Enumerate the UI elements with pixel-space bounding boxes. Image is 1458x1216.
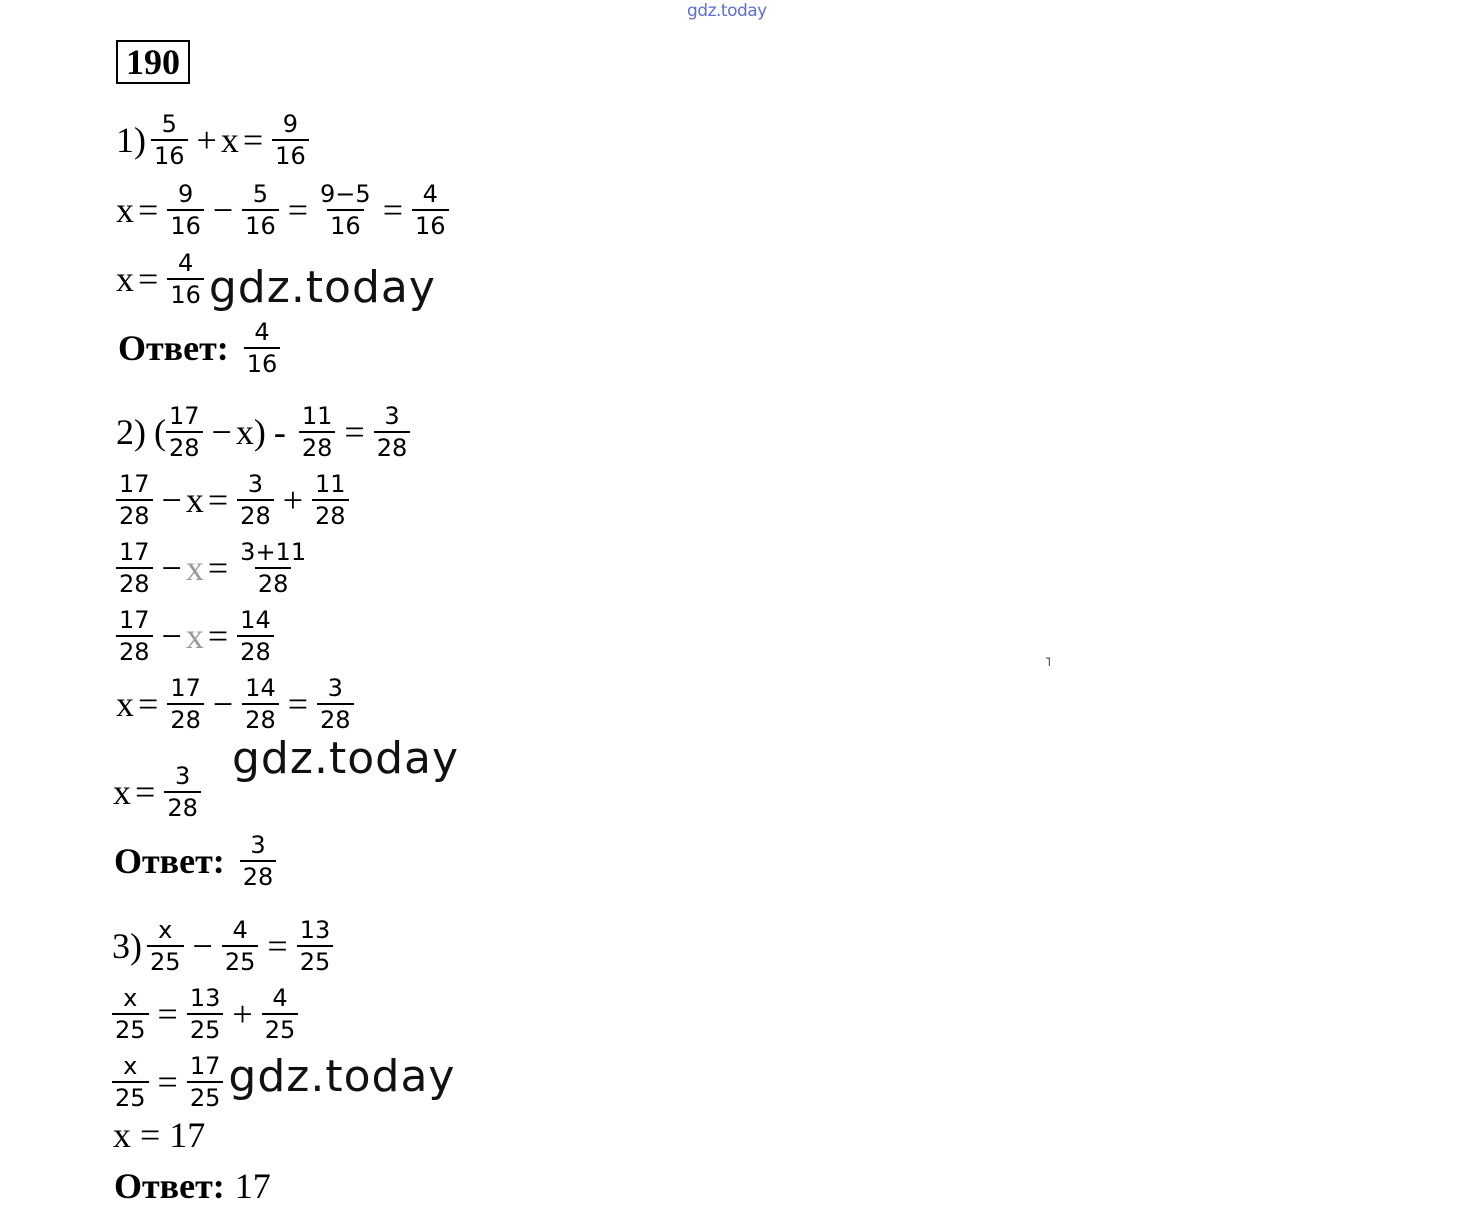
- fraction: [167, 179, 204, 241]
- operator: =: [207, 616, 229, 656]
- fraction: [237, 469, 274, 531]
- denominator: 28: [237, 635, 274, 667]
- operator: +: [232, 994, 253, 1034]
- operator: =: [207, 480, 229, 520]
- fraction: [151, 109, 188, 171]
- answer-value: 17: [234, 1166, 271, 1206]
- fraction: [237, 537, 309, 599]
- p2-label: 2): [116, 412, 146, 452]
- answer-label: Ответ:: [114, 841, 225, 881]
- numerator: 4: [177, 249, 194, 277]
- denominator: 25: [112, 1081, 149, 1113]
- operator: =: [135, 772, 156, 812]
- fraction: [112, 1051, 149, 1113]
- fraction: [244, 317, 281, 379]
- denominator: 28: [240, 860, 277, 892]
- fraction: [242, 673, 279, 735]
- p2-step2: [111, 532, 314, 604]
- numerator: 17: [119, 606, 150, 634]
- denominator: 25: [112, 1013, 149, 1045]
- result-line: x = 17: [113, 1115, 206, 1155]
- numerator: 13: [299, 916, 331, 944]
- numerator: 9: [282, 110, 299, 138]
- fraction: [187, 983, 224, 1045]
- variable: x: [116, 259, 134, 299]
- numerator: 14: [240, 606, 271, 634]
- numerator: 3: [247, 470, 264, 498]
- operator: −: [212, 684, 234, 724]
- operator: −: [211, 412, 232, 452]
- p2-answer: [114, 825, 281, 897]
- paren-close: ): [253, 412, 266, 452]
- p1-label: 1): [116, 120, 146, 160]
- fraction: [116, 537, 153, 599]
- numerator: 3: [174, 762, 191, 790]
- watermark-text: gdz.today: [208, 261, 436, 313]
- numerator: 5: [252, 180, 269, 208]
- variable: x: [113, 772, 131, 812]
- fraction: [240, 830, 277, 892]
- operator: =: [267, 926, 288, 966]
- numerator: 3: [327, 674, 343, 702]
- fraction: [374, 401, 411, 463]
- variable: x: [116, 190, 134, 230]
- denominator: 25: [222, 945, 259, 977]
- operator: =: [138, 259, 159, 299]
- denominator: 28: [116, 635, 153, 667]
- denominator: 28: [167, 703, 204, 735]
- denominator: 28: [242, 703, 279, 735]
- stray-mark: ˥: [1045, 655, 1051, 669]
- numerator: 4: [272, 984, 288, 1012]
- answer-label: Ответ:: [114, 1166, 225, 1206]
- denominator: 28: [116, 567, 153, 599]
- numerator: 9: [177, 180, 194, 208]
- numerator: 17: [119, 470, 150, 498]
- fraction: [147, 915, 184, 977]
- fraction: [237, 605, 274, 667]
- fraction: [299, 401, 336, 463]
- numerator: 17: [170, 674, 201, 702]
- operator: =: [242, 120, 264, 160]
- operator: =: [382, 190, 403, 230]
- top-watermark: gdz.today: [687, 1, 767, 21]
- numerator: 17: [119, 538, 150, 566]
- variable: x: [116, 684, 134, 724]
- fraction: [317, 179, 374, 241]
- variable: x: [185, 548, 204, 588]
- numerator: x: [123, 1052, 138, 1080]
- denominator: 28: [374, 431, 411, 463]
- denominator: 16: [151, 139, 188, 171]
- fraction: [187, 1051, 224, 1113]
- numerator: 3: [250, 831, 266, 859]
- denominator: 28: [299, 431, 336, 463]
- p1-answer: [118, 312, 285, 384]
- p2-step1: [111, 464, 354, 536]
- operator: −: [161, 480, 182, 520]
- denominator: 28: [255, 567, 292, 599]
- fraction: [312, 469, 349, 531]
- numerator: 9−5: [320, 180, 371, 208]
- fraction: [116, 469, 153, 531]
- denominator: 16: [242, 209, 279, 241]
- operator: =: [207, 548, 229, 588]
- operator: −: [161, 548, 182, 588]
- denominator: 28: [116, 499, 153, 531]
- fraction: [242, 179, 279, 241]
- denominator: 28: [317, 703, 354, 735]
- numerator: 11: [315, 470, 346, 498]
- operator: =: [287, 684, 309, 724]
- denominator: 25: [297, 945, 334, 977]
- denominator: 16: [412, 209, 449, 241]
- operator: -: [273, 412, 286, 452]
- variable: x: [235, 412, 254, 452]
- watermark-text: gdz.today: [232, 733, 460, 784]
- operator: −: [192, 926, 213, 966]
- fraction: [167, 248, 204, 310]
- operator: =: [157, 994, 178, 1034]
- p1-equation: [116, 104, 314, 176]
- denominator: 25: [187, 1081, 224, 1113]
- operator: =: [138, 190, 159, 230]
- operator: =: [138, 684, 159, 724]
- numerator: 4: [232, 916, 248, 944]
- numerator: x: [123, 984, 138, 1012]
- operator: +: [282, 480, 304, 520]
- p3-answer: [114, 1156, 271, 1216]
- operator: =: [157, 1062, 178, 1102]
- operator: =: [344, 412, 365, 452]
- fraction: [116, 605, 153, 667]
- denominator: 28: [164, 791, 201, 823]
- denominator: 16: [167, 278, 204, 310]
- denominator: 28: [312, 499, 349, 531]
- fraction: [317, 673, 354, 735]
- fraction: [262, 983, 299, 1045]
- fraction: [112, 983, 149, 1045]
- p2-step3: [111, 600, 279, 672]
- operator: −: [212, 190, 234, 230]
- p3-equation: [112, 910, 338, 982]
- denominator: 16: [272, 139, 309, 171]
- denominator: 16: [327, 209, 364, 241]
- numerator: 13: [189, 984, 221, 1012]
- operator: −: [161, 616, 182, 656]
- numerator: 11: [301, 402, 333, 430]
- numerator: 4: [422, 180, 438, 208]
- numerator: 4: [254, 318, 270, 346]
- p2-equation: [116, 396, 415, 468]
- variable: x: [185, 616, 204, 656]
- operator: +: [196, 120, 217, 160]
- numerator: x: [158, 916, 173, 944]
- denominator: 16: [244, 347, 281, 379]
- numerator: 14: [245, 674, 276, 702]
- fraction: [222, 915, 259, 977]
- p3-step1: [107, 978, 303, 1050]
- numerator: 17: [189, 1052, 221, 1080]
- denominator: 28: [237, 499, 274, 531]
- fraction: [272, 109, 309, 171]
- fraction: [167, 673, 204, 735]
- p1-step1: [116, 174, 454, 246]
- variable: x: [185, 480, 204, 520]
- p2-step4: [116, 668, 359, 740]
- denominator: 28: [166, 431, 203, 463]
- fraction: [412, 179, 449, 241]
- answer-label: Ответ:: [118, 328, 229, 368]
- paren-open: (: [154, 412, 166, 452]
- task-number-box: 190: [116, 40, 190, 84]
- denominator: 16: [167, 209, 204, 241]
- numerator: 5: [161, 110, 177, 138]
- p3-label: 3): [112, 926, 142, 966]
- denominator: 25: [147, 945, 184, 977]
- operator: =: [287, 190, 309, 230]
- p1-step2: [116, 243, 436, 315]
- denominator: 25: [187, 1013, 224, 1045]
- fraction: [166, 401, 203, 463]
- fraction: [164, 761, 201, 823]
- watermark-text: gdz.today: [228, 1050, 456, 1102]
- numerator: 17: [169, 402, 200, 430]
- p2-step5: [113, 756, 206, 828]
- numerator: 3: [384, 402, 400, 430]
- numerator: 3+11: [240, 538, 307, 566]
- fraction: [297, 915, 334, 977]
- variable: x: [220, 120, 239, 160]
- denominator: 25: [262, 1013, 299, 1045]
